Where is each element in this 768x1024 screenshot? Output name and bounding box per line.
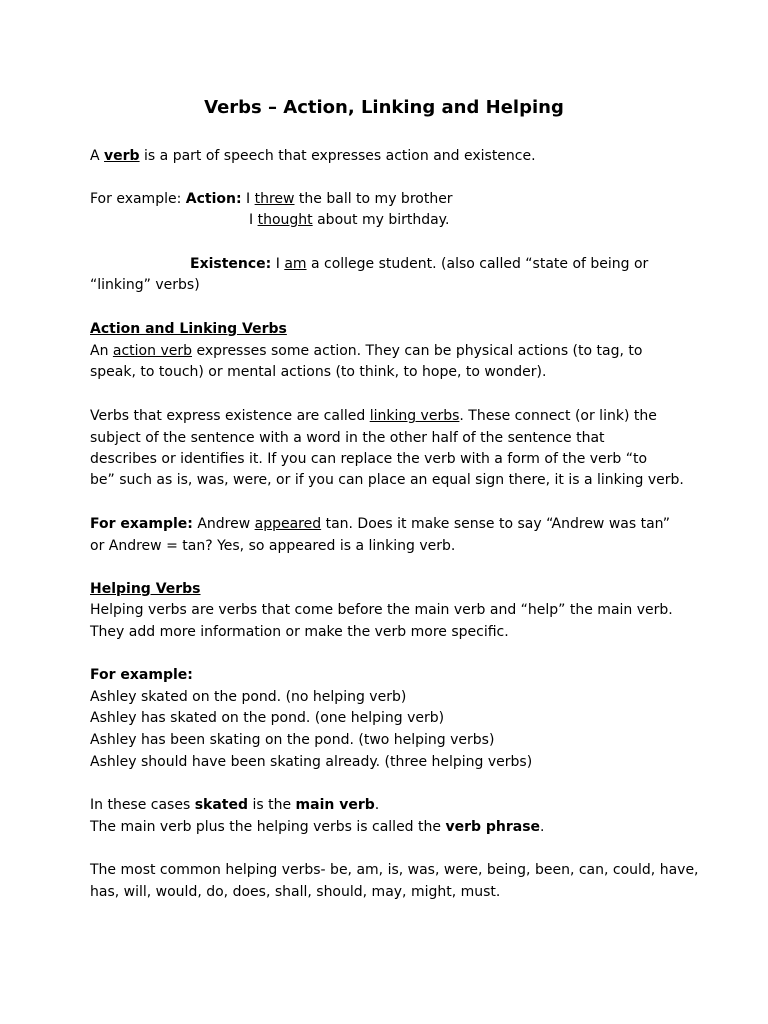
underlined-verb: appeared xyxy=(254,516,322,532)
example-text: I xyxy=(271,256,285,272)
example-text: I xyxy=(249,212,258,228)
linking-para-line1 xyxy=(90,405,657,427)
heading-helping-verbs: Helping Verbs xyxy=(90,581,201,597)
bold-term: verb phrase xyxy=(445,819,541,835)
para-text: . xyxy=(540,819,545,835)
action-para-line1 xyxy=(90,340,642,362)
para-text: Verbs that express existence are called xyxy=(90,408,370,424)
underlined-verb: am xyxy=(284,256,307,272)
underlined-verb: thought xyxy=(257,212,313,228)
linking-para-line4: be” such as is, was, were, or if you can place an equal sign there, it is a linking verb. xyxy=(90,472,684,488)
linking-para-line2: subject of the sentence with a word in the other half of the sentence that xyxy=(90,430,605,446)
helping-para-line2: They add more information or make the verb more specific. xyxy=(90,624,509,640)
para-text: is the xyxy=(248,797,296,813)
intro-pre: A xyxy=(90,148,105,164)
common-helping-line2: has, will, would, do, does, shall, should, may, might, must. xyxy=(90,884,501,900)
example-existence-line xyxy=(190,253,648,275)
for-example-label: For example: xyxy=(90,516,193,532)
para-text: tan. Does it make sense to say “Andrew was tan” xyxy=(321,516,671,532)
helping-for-example-label: For example: xyxy=(90,667,193,683)
helping-example-item: Ashley should have been skating already. (three helping verbs) xyxy=(90,754,533,770)
intro-post: is a part of speech that expresses action and existence. xyxy=(139,148,536,164)
example-text: a college student. (also called “state of being or xyxy=(306,256,649,272)
bold-term: skated xyxy=(194,797,249,813)
para-text: An xyxy=(90,343,113,359)
linking-example-line1 xyxy=(90,513,670,535)
common-helping-line1: The most common helping verbs- be, am, is, was, were, being, been, can, could, have, xyxy=(90,862,699,878)
example-text: the ball to my brother xyxy=(294,191,453,207)
underlined-term: action verb xyxy=(112,343,192,359)
verb-phrase-sentence xyxy=(90,816,545,838)
main-verb-sentence xyxy=(90,794,379,816)
linking-para-line3: describes or identifies it. If you can replace the verb with a form of the verb “to xyxy=(90,451,648,467)
page-title: Verbs – Action, Linking and Helping xyxy=(204,97,564,118)
bold-term: main verb xyxy=(295,797,375,813)
example-existence-cont: “linking” verbs) xyxy=(90,277,200,293)
para-text: . xyxy=(374,797,380,813)
intro-term: verb xyxy=(104,148,140,164)
intro-paragraph xyxy=(90,145,536,167)
heading-action-linking: Action and Linking Verbs xyxy=(90,321,287,337)
underlined-term: linking verbs xyxy=(369,408,460,424)
action-label: Action: xyxy=(185,191,242,207)
helping-example-item: Ashley has been skating on the pond. (two helping verbs) xyxy=(90,732,495,748)
helping-para-line1: Helping verbs are verbs that come before the main verb and “help” the main verb. xyxy=(90,602,673,618)
existence-label: Existence: xyxy=(190,256,272,272)
example-lead: For example: xyxy=(90,191,186,207)
linking-example-line2: or Andrew = tan? Yes, so appeared is a linking verb. xyxy=(90,538,456,554)
para-text: expresses some action. They can be physical actions (to tag, to xyxy=(192,343,643,359)
action-para-line2: speak, to touch) or mental actions (to think, to hope, to wonder). xyxy=(90,364,547,380)
helping-example-item: Ashley has skated on the pond. (one helping verb) xyxy=(90,710,445,726)
para-text: . These connect (or link) the xyxy=(459,408,657,424)
para-text: In these cases xyxy=(90,797,195,813)
underlined-verb: threw xyxy=(254,191,295,207)
example-text: about my birthday. xyxy=(312,212,450,228)
para-text: The main verb plus the helping verbs is called the xyxy=(90,819,446,835)
helping-example-item: Ashley skated on the pond. (no helping verb) xyxy=(90,689,407,705)
example-action-line2 xyxy=(249,209,449,231)
example-text: I xyxy=(241,191,255,207)
para-text: Andrew xyxy=(192,516,255,532)
example-action-line1 xyxy=(90,188,453,210)
